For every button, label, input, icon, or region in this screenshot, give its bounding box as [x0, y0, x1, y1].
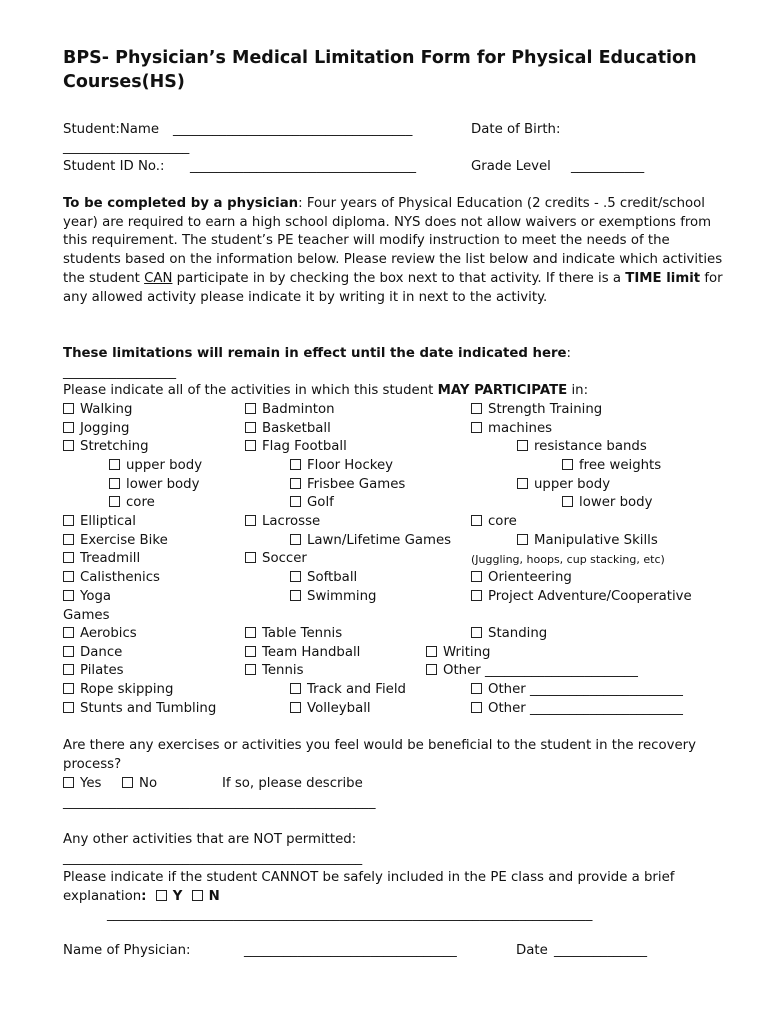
checkbox[interactable]: [290, 478, 301, 489]
checkbox[interactable]: [63, 422, 74, 433]
cannot-include-question: Please indicate if the student CANNOT be safely included in the PE class and provide a brief explanation: Y N: [63, 870, 675, 904]
activity-other-2[interactable]: Other _______________________: [471, 682, 683, 698]
activity-strength-training[interactable]: Strength Training: [471, 402, 602, 418]
limitations-date-field[interactable]: _________________: [63, 365, 177, 380]
page-title: BPS- Physician’s Medical Limitation Form for Physical Education Courses(HS): [63, 48, 697, 92]
physician-name-label: Name of Physician:: [63, 943, 191, 958]
cannot-yes-label: Y: [172, 888, 183, 904]
can-emphasis: CAN: [144, 270, 173, 286]
student-id-label: Student ID No.:: [63, 159, 165, 174]
activity-jogging[interactable]: Jogging: [63, 421, 130, 437]
checkbox[interactable]: [63, 440, 74, 451]
activity-resistance-bands[interactable]: resistance bands: [517, 439, 647, 455]
activity-soccer[interactable]: Soccer: [245, 551, 307, 567]
activity-dance[interactable]: Dance: [63, 645, 122, 661]
checkbox[interactable]: [63, 515, 74, 526]
activity-aerobics[interactable]: Aerobics: [63, 626, 137, 642]
limitations-statement: These limitations will remain in effect until the date indicated here:: [63, 346, 572, 361]
not-permitted-field[interactable]: _____________________________________________: [63, 851, 363, 866]
checkbox[interactable]: [63, 571, 74, 582]
activity-floor-hockey[interactable]: Floor Hockey: [290, 458, 393, 474]
checkbox[interactable]: [245, 422, 256, 433]
checkbox[interactable]: [63, 664, 74, 675]
checkbox[interactable]: [517, 534, 528, 545]
checkbox[interactable]: [290, 702, 301, 713]
instructions-paragraph: To be completed by a physician: Four years of Physical Education (2 credits - .5 credit/school year) are required to earn a high school diploma. NYS does not allow waivers or exemptions from this requirement. The student’s PE teacher will modify instruction to meet the needs of the students based on the information below. Please review the list below and indicate which activities the student CAN participate in by checking the box next to that activity. If there is a TIME limit for any allowed activity please indicate it by writing it in next to the activity.: [63, 196, 723, 305]
activity-volleyball[interactable]: Volleyball: [290, 701, 371, 717]
activity-rope-skipping[interactable]: Rope skipping: [63, 682, 173, 698]
beneficial-no[interactable]: No: [122, 776, 157, 792]
activity-flag-football[interactable]: Flag Football: [245, 439, 347, 455]
student-name-field[interactable]: ____________________________________: [173, 122, 413, 137]
activity-free-weights[interactable]: free weights: [562, 458, 661, 474]
beneficial-describe-field[interactable]: _______________________________________________: [63, 795, 376, 810]
checkbox[interactable]: [63, 534, 74, 545]
activity-swimming[interactable]: Swimming: [290, 589, 376, 605]
activity-stunts-tumbling[interactable]: Stunts and Tumbling: [63, 701, 216, 717]
checkbox[interactable]: [290, 459, 301, 470]
checkbox[interactable]: [290, 590, 301, 601]
checkbox[interactable]: [245, 664, 256, 675]
checkbox[interactable]: [471, 627, 482, 638]
cannot-yes-checkbox[interactable]: [156, 890, 167, 901]
manipulative-note: (Juggling, hoops, cup stacking, etc): [471, 553, 665, 566]
beneficial-describe-label: If so, please describe: [222, 776, 363, 791]
checkbox[interactable]: [426, 664, 437, 675]
activity-lacrosse[interactable]: Lacrosse: [245, 514, 320, 530]
checkbox[interactable]: [426, 646, 437, 657]
activity-stretching-core[interactable]: core: [109, 495, 155, 511]
checkbox[interactable]: [63, 403, 74, 414]
activity-softball[interactable]: Softball: [290, 570, 357, 586]
activity-elliptical[interactable]: Elliptical: [63, 514, 136, 530]
checkbox[interactable]: [471, 571, 482, 582]
checkbox[interactable]: [471, 403, 482, 414]
beneficial-yes[interactable]: Yes: [63, 776, 101, 792]
dob-label: Date of Birth:: [471, 122, 561, 137]
activity-frisbee-games[interactable]: Frisbee Games: [290, 477, 405, 493]
checkbox[interactable]: [63, 702, 74, 713]
activity-other-3[interactable]: Other _______________________: [471, 701, 683, 717]
checkbox[interactable]: [290, 571, 301, 582]
activity-team-handball[interactable]: Team Handball: [245, 645, 360, 661]
activity-pilates[interactable]: Pilates: [63, 663, 124, 679]
checkbox[interactable]: [471, 702, 482, 713]
grade-level-field[interactable]: ___________: [571, 159, 645, 174]
activity-manipulative-skills[interactable]: Manipulative Skills: [517, 533, 658, 549]
activity-strength-lower-body[interactable]: lower body: [562, 495, 652, 511]
activity-golf[interactable]: Golf: [290, 495, 334, 511]
checkbox[interactable]: [245, 440, 256, 451]
checkbox[interactable]: [290, 534, 301, 545]
activity-treadmill[interactable]: Treadmill: [63, 551, 140, 567]
checkbox[interactable]: [63, 627, 74, 638]
checkbox[interactable]: [63, 683, 74, 694]
checkbox[interactable]: [562, 459, 573, 470]
grade-level-label: Grade Level: [471, 159, 551, 174]
checkbox[interactable]: [63, 777, 74, 788]
activity-calisthenics[interactable]: Calisthenics: [63, 570, 160, 586]
checkbox[interactable]: [471, 515, 482, 526]
activity-stretching[interactable]: Stretching: [63, 439, 149, 455]
checkbox[interactable]: [245, 552, 256, 563]
checkbox[interactable]: [290, 683, 301, 694]
activity-tennis[interactable]: Tennis: [245, 663, 304, 679]
checkbox[interactable]: [109, 459, 120, 470]
activity-stretching-lower-body[interactable]: lower body: [109, 477, 199, 493]
student-id-field[interactable]: __________________________________: [190, 159, 417, 174]
checkbox[interactable]: [562, 496, 573, 507]
checkbox[interactable]: [517, 440, 528, 451]
checkbox[interactable]: [471, 683, 482, 694]
checkbox[interactable]: [290, 496, 301, 507]
checkbox[interactable]: [245, 627, 256, 638]
student-name-label: Student:Name: [63, 122, 160, 137]
checkbox[interactable]: [63, 646, 74, 657]
activity-other-1[interactable]: Other _______________________: [426, 663, 638, 679]
checkbox[interactable]: [245, 515, 256, 526]
activity-games-wrap: Games: [63, 608, 110, 623]
checkbox[interactable]: [245, 646, 256, 657]
physician-date-label: Date: [516, 943, 548, 958]
checkbox[interactable]: [471, 422, 482, 433]
activity-basketball[interactable]: Basketball: [245, 421, 331, 437]
activity-lawn-lifetime-games[interactable]: Lawn/Lifetime Games: [290, 533, 451, 549]
checkbox[interactable]: [471, 590, 482, 601]
activity-exercise-bike[interactable]: Exercise Bike: [63, 533, 168, 549]
activity-stretching-upper-body[interactable]: upper body: [109, 458, 202, 474]
not-permitted-label: Any other activities that are NOT permitted:: [63, 832, 357, 847]
activity-machines[interactable]: machines: [471, 421, 552, 437]
activity-project-adventure[interactable]: Project Adventure/Cooperative: [471, 589, 692, 605]
activity-yoga[interactable]: Yoga: [63, 589, 111, 605]
physician-name-field[interactable]: ________________________________: [244, 943, 457, 958]
activity-strength-upper-body[interactable]: upper body: [517, 477, 610, 493]
activity-badminton[interactable]: Badminton: [245, 402, 335, 418]
activity-orienteering[interactable]: Orienteering: [471, 570, 572, 586]
checkbox[interactable]: [109, 478, 120, 489]
activities-prompt: Please indicate all of the activities in which this student MAY PARTICIPATE in:: [63, 383, 589, 398]
checkbox[interactable]: [63, 590, 74, 601]
cannot-no-label: N: [208, 888, 220, 904]
activity-walking[interactable]: Walking: [63, 402, 132, 418]
checkbox[interactable]: [245, 403, 256, 414]
time-limit-emphasis: TIME limit: [625, 270, 701, 286]
activity-track-field[interactable]: Track and Field: [290, 682, 406, 698]
physician-date-field[interactable]: ______________: [554, 943, 648, 958]
checkbox[interactable]: [63, 552, 74, 563]
checkbox[interactable]: [109, 496, 120, 507]
activity-writing[interactable]: Writing: [426, 645, 491, 661]
physician-lead: To be completed by a physician: [63, 196, 299, 211]
beneficial-question: Are there any exercises or activities you feel would be beneficial to the student in the recovery process?: [63, 738, 696, 772]
cannot-no-checkbox[interactable]: [192, 890, 203, 901]
activity-table-tennis[interactable]: Table Tennis: [245, 626, 342, 642]
checkbox[interactable]: [517, 478, 528, 489]
activity-strength-core[interactable]: core: [471, 514, 517, 530]
dob-field[interactable]: ___________________: [63, 140, 190, 155]
activity-standing[interactable]: Standing: [471, 626, 547, 642]
cannot-explanation-field[interactable]: _________________________________________________________________________: [107, 907, 593, 922]
checkbox[interactable]: [122, 777, 133, 788]
